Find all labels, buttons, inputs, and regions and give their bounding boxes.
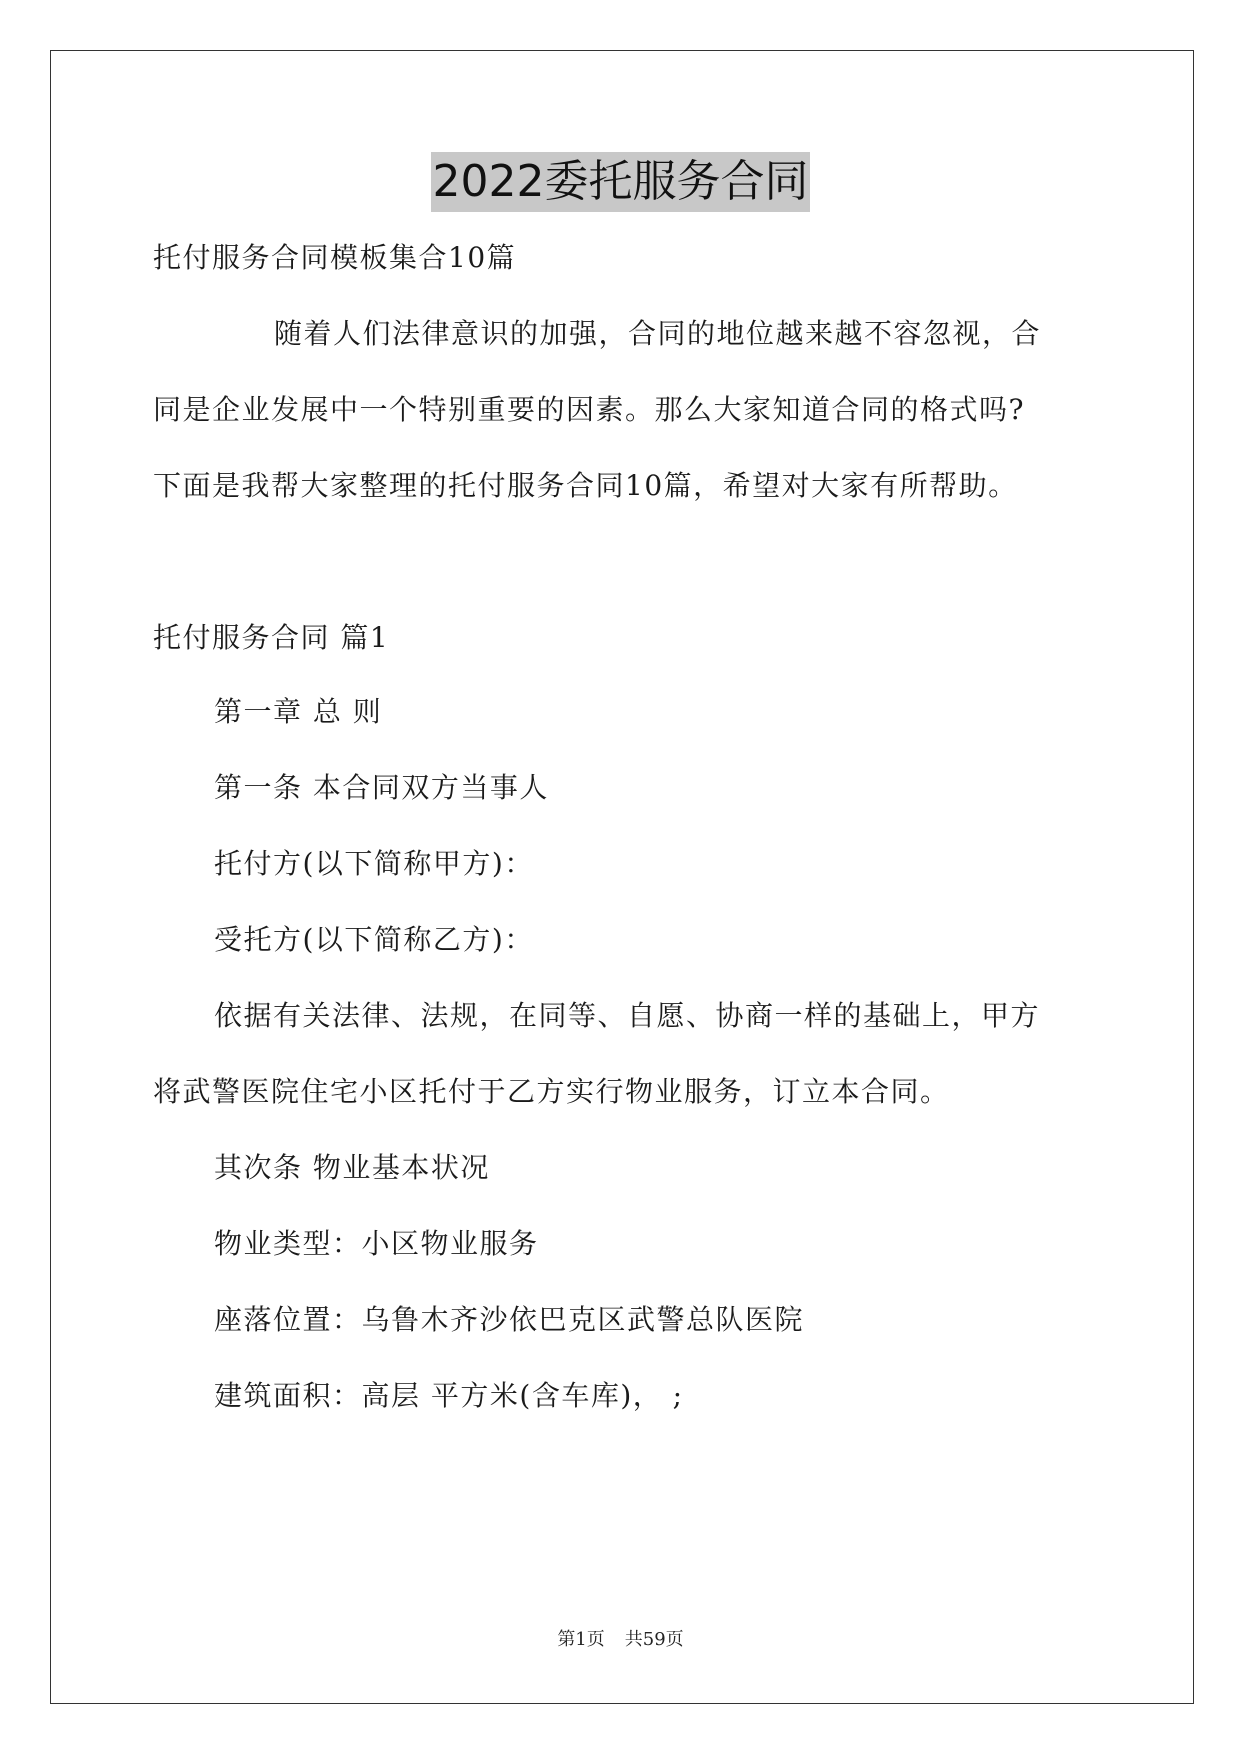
intro-line-1: 随着人们法律意识的加强，合同的地位越来越不容忽视，合: [274, 317, 1042, 350]
subtitle: 托付服务合同模板集合10篇: [153, 241, 517, 274]
area-line: 建筑面积：高层 平方米(含车库)， ;: [214, 1379, 684, 1412]
page-number-current: 第1页: [557, 1629, 605, 1650]
property-type-line: 物业类型：小区物业服务: [214, 1227, 539, 1260]
title-container: [0, 152, 1241, 212]
location-line: 座落位置：乌鲁木齐沙依巴克区武警总队医院: [214, 1303, 805, 1336]
page-number-total: 共59页: [624, 1629, 684, 1650]
intro-line-3: 下面是我帮大家整理的托付服务合同10篇，希望对大家有所帮助。: [153, 469, 1018, 502]
document-title: 2022委托服务合同: [431, 152, 811, 212]
page-footer: [0, 1628, 1241, 1652]
article-2-heading: 其次条 物业基本状况: [214, 1151, 490, 1184]
intro-line-2: 同是企业发展中一个特别重要的因素。那么大家知道合同的格式吗?: [153, 393, 1026, 426]
chapter-heading: 第一章 总 则: [214, 695, 383, 728]
article-1-heading: 第一条 本合同双方当事人: [214, 771, 549, 804]
party-a-line: 托付方(以下简称甲方)：: [214, 847, 534, 880]
basis-line-2: 将武警医院住宅小区托付于乙方实行物业服务，订立本合同。: [153, 1075, 950, 1108]
party-b-line: 受托方(以下简称乙方)：: [214, 923, 534, 956]
section-heading: 托付服务合同 篇1: [153, 621, 390, 654]
basis-line-1: 依据有关法律、法规，在同等、自愿、协商一样的基础上，甲方: [214, 999, 1041, 1032]
